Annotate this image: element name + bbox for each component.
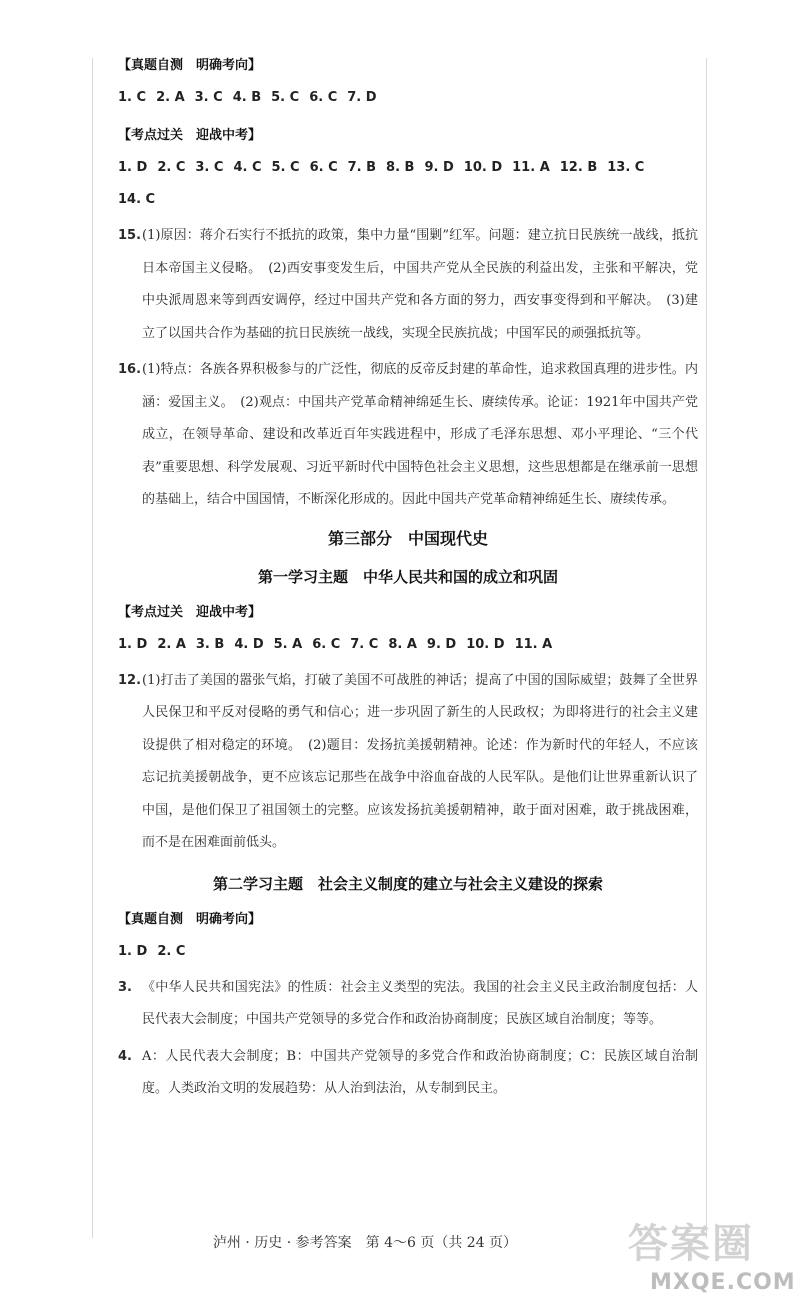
answer-row xyxy=(118,629,698,661)
right-margin-line xyxy=(706,58,707,1238)
section-heading-kaodian: 【考点过关 迎战中考】 xyxy=(118,604,262,620)
answer-item: 6. C xyxy=(309,160,338,175)
answer-item: 11. A xyxy=(512,160,550,175)
answer-item: 2. C xyxy=(157,943,186,959)
answer-item: 8. A xyxy=(388,636,417,652)
theme-title: 第一学习主题 中华人民共和国的成立和巩固 xyxy=(257,567,558,586)
answer-item: 2. A xyxy=(157,636,186,652)
answer-item: 9. D xyxy=(426,636,457,652)
question-16 xyxy=(118,354,698,517)
answer-item: 10. D xyxy=(463,160,503,175)
page-footer: 泸州 · 历史 · 参考答案 第 4～6 页（共 24 页） xyxy=(212,1235,518,1251)
answer-item: 5. A xyxy=(273,636,303,652)
answer-item: 5. C xyxy=(271,90,300,105)
answer-row xyxy=(118,82,698,114)
site-watermark xyxy=(628,1218,796,1306)
question-12 xyxy=(118,665,698,860)
answer-item: 7. C xyxy=(350,636,379,652)
answer-item: 1. D xyxy=(118,943,148,959)
answer-item: 3. C xyxy=(195,160,224,175)
answer-item: 3. C xyxy=(194,90,223,105)
question-number: 15. xyxy=(118,228,142,243)
section-heading-zhenti: 【真题自测 明确考向】 xyxy=(118,58,262,73)
answer-item: 3. B xyxy=(195,636,225,652)
question-number: 16. xyxy=(118,362,142,377)
answer-item: 4. B xyxy=(232,90,262,105)
answer-item: 10. D xyxy=(466,636,505,652)
question-answer-text: (1)特点：各族各界积极参与的广泛性，彻底的反帝反封建的革命性，追求救国真理的进步性。内涵：爱国主义。 (2)观点：中国共产党革命精神绵延生长、赓续传承。论证：1921年中国共产党成立，在领导革命、建设和改革近百年实践进程中，形成了毛泽东思想、邓小平理论、“三个代表”重要思想、科学发展观、习近平新时代中国特色社会主义思想，这些思想都是在继承前一思想的基础上，结合中国国情，不断深化形成的。因此中国共产党革命精神绵延生长、赓续传承。 xyxy=(142,362,698,507)
left-margin-line xyxy=(92,58,93,1238)
answer-item: 4. D xyxy=(234,636,264,652)
question-number: 3. xyxy=(118,979,132,995)
answer-item: 5. C xyxy=(271,160,300,175)
question-answer-text: (1)打击了美国的嚣张气焰，打破了美国不可战胜的神话；提高了中国的国际威望；鼓舞了全世界人民保卫和平反对侵略的勇气和信心；进一步巩固了新生的人民政权；为即将进行的社会主义建设提供了相对稳定的环境。 (2)题目：发扬抗美援朝精神。论述：作为新时代的年轻人，不应该忘记抗美援朝战争，更不应该忘记那些在战争中浴血奋战的人民军队。是他们让世界重新认识了中国，是他们保卫了祖国领土的完整。应该发扬抗美援朝精神，敢于面对困难，敢于挑战困难，而不是在困难面前低头。 xyxy=(142,672,698,850)
question-number: 12. xyxy=(118,672,142,688)
answer-item: 6. C xyxy=(312,636,341,652)
answer-item: 4. C xyxy=(233,160,262,175)
question-answer-text: A：人民代表大会制度；B：中国共产党领导的多党合作和政治协商制度；C：民族区域自治制度。人类政治文明的发展趋势：从人治到法治，从专制到民主。 xyxy=(142,1048,698,1096)
answer-item: 2. A xyxy=(156,90,185,105)
part-title: 第三部分 中国现代史 xyxy=(327,528,488,548)
watermark-url: MXQE.COM xyxy=(650,1270,796,1295)
question-4 xyxy=(118,1041,698,1106)
theme-title: 第二学习主题 社会主义制度的建立与社会主义建设的探索 xyxy=(212,874,603,893)
answer-content xyxy=(118,50,698,1106)
answer-item: 12. B xyxy=(559,160,598,175)
answer-item: 6. C xyxy=(309,90,338,105)
answer-row xyxy=(118,936,698,968)
answer-item: 8. B xyxy=(386,160,415,175)
answer-row xyxy=(118,184,698,216)
answer-item: 1. C xyxy=(118,90,147,105)
section-heading-kaodian: 【考点过关 迎战中考】 xyxy=(118,128,262,143)
section-heading-zhenti: 【真题自测 明确考向】 xyxy=(118,911,262,927)
question-answer-text: (1)原因：蒋介石实行不抵抗的政策，集中力量“围剿”红军。问题：建立抗日民族统一战线，抵抗日本帝国主义侵略。 (2)西安事变发生后，中国共产党从全民族的利益出发，主张和平解决，党中央派周恩来等到西安调停，经过中国共产党和各方面的努力，西安事变得到和平解决。 (3)建立了以国共合作为基础的抗日民族统一战线，实现全民族抗战；中国军民的顽强抵抗等。 xyxy=(142,228,698,341)
answer-row xyxy=(118,152,698,184)
question-number: 4. xyxy=(118,1048,132,1064)
answer-item: 7. B xyxy=(347,160,377,175)
answer-item: 2. C xyxy=(157,160,186,175)
answer-item: 1. D xyxy=(118,160,148,175)
question-15 xyxy=(118,220,698,350)
question-3 xyxy=(118,972,698,1037)
watermark-logo-text: 答案圈 xyxy=(628,1221,754,1267)
answer-item: 14. C xyxy=(118,192,156,207)
answer-item: 11. A xyxy=(514,636,553,652)
answer-item: 9. D xyxy=(424,160,454,175)
answer-item: 7. D xyxy=(347,90,377,105)
question-answer-text: 《中华人民共和国宪法》的性质：社会主义类型的宪法。我国的社会主义民主政治制度包括：人民代表大会制度；中国共产党领导的多党合作和政治协商制度；民族区域自治制度；等等。 xyxy=(142,979,698,1027)
answer-item: 1. D xyxy=(118,636,148,652)
answer-item: 13. C xyxy=(607,160,645,175)
